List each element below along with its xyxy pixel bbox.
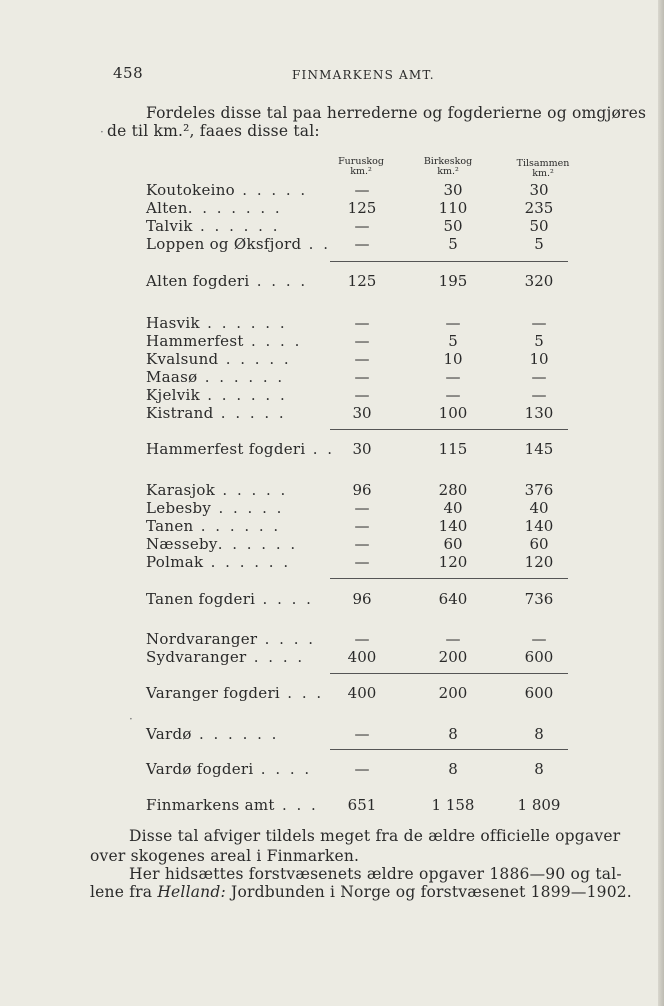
row-label bbox=[146, 332, 302, 350]
table-row bbox=[0, 217, 664, 235]
column-header-unit: km.² bbox=[437, 166, 459, 177]
footer-line-1: Disse tal afviger tildels meget fra de ældre officielle opgaver bbox=[129, 827, 621, 845]
row-label-text: Kjelvik bbox=[146, 386, 200, 404]
footer-line-3: Her hidsættes forstvæsenets ældre opgaver 1886—90 og tal- bbox=[129, 865, 622, 883]
column-header-tilsammen bbox=[503, 159, 583, 179]
table-row bbox=[0, 272, 664, 290]
leader-dots: . . . . . . bbox=[217, 535, 298, 553]
row-label-text: Hasvik bbox=[146, 314, 200, 332]
row-label bbox=[146, 648, 305, 666]
row-label bbox=[146, 235, 330, 253]
table-row bbox=[0, 199, 664, 217]
value-birkeskog: 60 bbox=[443, 535, 463, 553]
value-furuskog: — bbox=[354, 368, 370, 386]
row-label-text: Sydvaranger bbox=[146, 648, 247, 666]
leader-dots: . . . . bbox=[249, 272, 308, 290]
intro-line-1: Fordeles disse tal paa herrederne og fogderierne og omgjøres bbox=[146, 104, 647, 122]
table-row bbox=[0, 314, 664, 332]
footer-line-2: over skogenes areal i Finmarken. bbox=[90, 847, 360, 865]
footer-line-4 bbox=[90, 883, 632, 901]
row-label-text: Nordvaranger bbox=[146, 630, 258, 648]
row-label-text: Maasø bbox=[146, 368, 198, 386]
value-birkeskog: 120 bbox=[438, 553, 468, 571]
value-furuskog: — bbox=[354, 630, 370, 648]
value-furuskog: — bbox=[354, 235, 370, 253]
leader-dots: . . . . bbox=[253, 760, 312, 778]
leader-dots: . . . . . . bbox=[200, 386, 288, 404]
value-birkeskog: 100 bbox=[438, 404, 468, 422]
row-label-text: Varanger fogderi bbox=[146, 684, 281, 702]
column-header-line: Furuskog bbox=[338, 156, 384, 167]
column-header-birkeskog bbox=[408, 157, 488, 177]
value-tilsammen: 8 bbox=[534, 760, 544, 778]
value-furuskog: 400 bbox=[347, 684, 377, 702]
column-header-line: Birkeskog bbox=[423, 156, 473, 167]
row-label bbox=[146, 404, 286, 422]
value-birkeskog: 8 bbox=[448, 725, 458, 743]
row-label bbox=[146, 181, 308, 199]
table-row bbox=[0, 235, 664, 253]
value-birkeskog: — bbox=[445, 368, 461, 386]
row-label-text: Hammerfest fogderi bbox=[146, 440, 306, 458]
value-birkeskog: 5 bbox=[448, 235, 458, 253]
row-label bbox=[146, 440, 335, 458]
value-tilsammen: 30 bbox=[529, 181, 549, 199]
row-label-text: Tanen bbox=[146, 517, 194, 535]
value-furuskog: — bbox=[354, 386, 370, 404]
table-row bbox=[0, 535, 664, 553]
value-birkeskog: 8 bbox=[448, 760, 458, 778]
value-furuskog: 96 bbox=[352, 590, 372, 608]
value-tilsammen: 60 bbox=[529, 535, 549, 553]
value-furuskog: — bbox=[354, 760, 370, 778]
value-furuskog: — bbox=[354, 181, 370, 199]
row-label-text: Hammerfest bbox=[146, 332, 244, 350]
row-label bbox=[146, 796, 318, 814]
row-label-text: Kvalsund bbox=[146, 350, 219, 368]
table-row bbox=[0, 590, 664, 608]
value-birkeskog: 50 bbox=[443, 217, 463, 235]
table-row bbox=[0, 386, 664, 404]
row-label-text: Loppen og Øksfjord bbox=[146, 235, 302, 253]
value-birkeskog: 640 bbox=[438, 590, 468, 608]
subtotal-rule bbox=[330, 673, 568, 674]
margin-mark: · bbox=[129, 712, 133, 726]
value-tilsammen: 320 bbox=[524, 272, 554, 290]
value-tilsammen: — bbox=[531, 630, 547, 648]
value-birkeskog: 140 bbox=[438, 517, 468, 535]
value-birkeskog: 1 158 bbox=[431, 796, 475, 814]
value-furuskog: — bbox=[354, 350, 370, 368]
row-label-text: Vardø fogderi bbox=[146, 760, 254, 778]
row-label-text: Finmarkens amt bbox=[146, 796, 275, 814]
table-row bbox=[0, 499, 664, 517]
subtotal-rule bbox=[330, 429, 568, 430]
value-furuskog: — bbox=[354, 535, 370, 553]
leader-dots: . . . . . . bbox=[192, 217, 280, 235]
column-header-furuskog bbox=[321, 157, 401, 177]
leader-dots: . . . bbox=[280, 684, 324, 702]
table-row bbox=[0, 648, 664, 666]
row-label-text: Polmak bbox=[146, 553, 204, 571]
leader-dots: . . . . . bbox=[215, 481, 288, 499]
value-tilsammen: 120 bbox=[524, 553, 554, 571]
value-furuskog: 30 bbox=[352, 404, 372, 422]
leader-dots: . . . . . . bbox=[199, 314, 288, 332]
table-row bbox=[0, 725, 664, 743]
leader-dots: . . . bbox=[274, 796, 319, 814]
row-label bbox=[146, 553, 291, 571]
row-label bbox=[146, 590, 313, 608]
subtotal-rule bbox=[330, 578, 568, 579]
value-birkeskog: — bbox=[445, 630, 461, 648]
column-header-unit: km.² bbox=[350, 166, 372, 177]
value-birkeskog: 110 bbox=[438, 199, 468, 217]
row-label bbox=[146, 272, 308, 290]
value-birkeskog: 40 bbox=[443, 499, 463, 517]
leader-dots: . . . . . bbox=[235, 181, 308, 199]
value-birkeskog: 5 bbox=[448, 332, 458, 350]
value-furuskog: — bbox=[354, 217, 370, 235]
table-row bbox=[0, 332, 664, 350]
row-label bbox=[146, 725, 279, 743]
value-birkeskog: 10 bbox=[443, 350, 463, 368]
row-label-text: Næsseby bbox=[146, 535, 218, 553]
row-label bbox=[146, 535, 298, 553]
column-header-unit: km.² bbox=[532, 168, 554, 179]
value-furuskog: 400 bbox=[347, 648, 377, 666]
leader-dots: . . . . . . bbox=[193, 517, 281, 535]
leader-dots: . . bbox=[305, 440, 335, 458]
row-label bbox=[146, 350, 291, 368]
value-tilsammen: 8 bbox=[534, 725, 544, 743]
table-row bbox=[0, 760, 664, 778]
value-tilsammen: 1 809 bbox=[517, 796, 561, 814]
row-label-text: Alten bbox=[146, 199, 188, 217]
value-tilsammen: 736 bbox=[524, 590, 554, 608]
table-row bbox=[0, 481, 664, 499]
running-title: FINMARKENS AMT. bbox=[292, 68, 435, 82]
value-tilsammen: 600 bbox=[524, 648, 554, 666]
row-label bbox=[146, 199, 282, 217]
row-label bbox=[146, 386, 287, 404]
value-birkeskog: 30 bbox=[443, 181, 463, 199]
value-birkeskog: 200 bbox=[438, 684, 468, 702]
value-tilsammen: — bbox=[531, 386, 547, 404]
leader-dots: . . . . . . bbox=[197, 368, 285, 386]
leader-dots: . . . . . . . bbox=[187, 199, 283, 217]
row-label bbox=[146, 217, 280, 235]
value-furuskog: 30 bbox=[352, 440, 372, 458]
value-furuskog: 96 bbox=[352, 481, 372, 499]
subtotal-rule bbox=[330, 261, 568, 262]
value-birkeskog: 200 bbox=[438, 648, 468, 666]
leader-dots: . . . . . bbox=[213, 404, 287, 422]
leader-dots: . . . . bbox=[243, 332, 302, 350]
value-tilsammen: 40 bbox=[529, 499, 549, 517]
value-tilsammen: 130 bbox=[524, 404, 554, 422]
value-furuskog: — bbox=[354, 332, 370, 350]
row-label-text: Tanen fogderi bbox=[146, 590, 256, 608]
value-tilsammen: 5 bbox=[534, 332, 544, 350]
leader-dots: . . . . . . bbox=[203, 553, 291, 571]
intro-line-2: de til km.², faaes disse tal: bbox=[107, 122, 320, 140]
leader-dots: . . . . . . bbox=[191, 725, 279, 743]
value-furuskog: 125 bbox=[347, 199, 377, 217]
value-tilsammen: 10 bbox=[529, 350, 549, 368]
leader-dots: . . . . bbox=[255, 590, 314, 608]
table-row bbox=[0, 404, 664, 422]
value-tilsammen: 50 bbox=[529, 217, 549, 235]
row-label bbox=[146, 517, 281, 535]
value-tilsammen: — bbox=[531, 368, 547, 386]
row-label-text: Lebesby bbox=[146, 499, 212, 517]
row-label-text: Koutokeino bbox=[146, 181, 236, 199]
subtotal-rule bbox=[330, 749, 568, 750]
row-label bbox=[146, 368, 285, 386]
table-row bbox=[0, 181, 664, 199]
table-row bbox=[0, 630, 664, 648]
leader-dots: . . . . . bbox=[211, 499, 284, 517]
margin-mark: · bbox=[100, 125, 104, 139]
row-label-text: Talvik bbox=[146, 217, 193, 235]
value-tilsammen: 5 bbox=[534, 235, 544, 253]
value-furuskog: 651 bbox=[347, 796, 377, 814]
footer-text: Jordbunden i Norge og forstvæsenet 1899—1902. bbox=[225, 883, 632, 901]
row-label bbox=[146, 684, 324, 702]
value-tilsammen: 600 bbox=[524, 684, 554, 702]
value-birkeskog: — bbox=[445, 314, 461, 332]
row-label bbox=[146, 499, 284, 517]
table-row bbox=[0, 796, 664, 814]
leader-dots: . . . . bbox=[246, 648, 305, 666]
table-row bbox=[0, 350, 664, 368]
table-row bbox=[0, 553, 664, 571]
author-name: Helland: bbox=[157, 883, 226, 901]
value-tilsammen: 235 bbox=[524, 199, 554, 217]
table-row bbox=[0, 684, 664, 702]
leader-dots: . . . . . bbox=[218, 350, 292, 368]
value-tilsammen: 376 bbox=[524, 481, 554, 499]
page-number: 458 bbox=[113, 64, 144, 82]
row-label bbox=[146, 630, 316, 648]
value-furuskog: — bbox=[354, 725, 370, 743]
row-label-text: Alten fogderi bbox=[146, 272, 250, 290]
leader-dots: . . bbox=[301, 235, 331, 253]
row-label bbox=[146, 481, 288, 499]
row-label bbox=[146, 314, 287, 332]
value-tilsammen: 145 bbox=[524, 440, 554, 458]
value-birkeskog: 280 bbox=[438, 481, 468, 499]
row-label-text: Vardø bbox=[146, 725, 192, 743]
row-label-text: Karasjok bbox=[146, 481, 216, 499]
table-row bbox=[0, 440, 664, 458]
value-furuskog: 125 bbox=[347, 272, 377, 290]
value-furuskog: — bbox=[354, 314, 370, 332]
value-tilsammen: — bbox=[531, 314, 547, 332]
value-birkeskog: — bbox=[445, 386, 461, 404]
leader-dots: . . . . bbox=[257, 630, 316, 648]
value-birkeskog: 195 bbox=[438, 272, 468, 290]
value-furuskog: — bbox=[354, 499, 370, 517]
column-header-line: Tilsammen bbox=[516, 158, 570, 169]
value-furuskog: — bbox=[354, 553, 370, 571]
value-birkeskog: 115 bbox=[438, 440, 468, 458]
value-tilsammen: 140 bbox=[524, 517, 554, 535]
row-label-text: Kistrand bbox=[146, 404, 214, 422]
footer-text: lene fra bbox=[90, 883, 158, 901]
row-label bbox=[146, 760, 312, 778]
table-row bbox=[0, 368, 664, 386]
table-row bbox=[0, 517, 664, 535]
value-furuskog: — bbox=[354, 517, 370, 535]
